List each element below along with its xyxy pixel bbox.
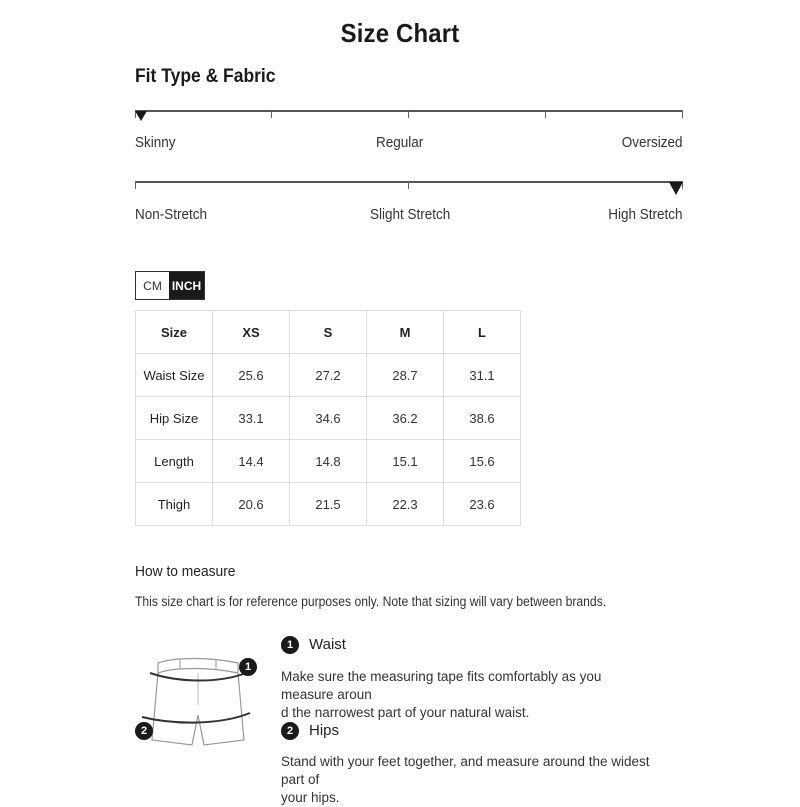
table-cell: 28.7 (367, 354, 444, 397)
waist-marker-icon: 1 (239, 658, 257, 676)
stretch-scale-tick (135, 181, 136, 189)
step-2-badge-icon: 2 (281, 722, 299, 740)
table-cell: 15.1 (367, 440, 444, 483)
table-header-cell: M (367, 311, 444, 354)
step-2-desc-line: your hips. (281, 790, 340, 805)
fit-label-skinny: Skinny (135, 134, 176, 151)
page-title: Size Chart (340, 18, 460, 48)
fit-scale-tick (271, 110, 272, 118)
table-header-cell: S (290, 311, 367, 354)
row-label-cell: Hip Size (136, 397, 213, 440)
step-1-description (281, 668, 651, 722)
stretch-selected-marker-icon (669, 182, 683, 195)
fit-type-scale (135, 108, 683, 120)
stretch-scale (135, 179, 683, 191)
row-label-cell: Waist Size (136, 354, 213, 397)
fit-label-oversized: Oversized (622, 134, 683, 151)
fit-scale-tick (682, 110, 683, 118)
table-cell: 21.5 (290, 483, 367, 526)
stretch-scale-line (135, 181, 683, 183)
table-cell: 38.6 (444, 397, 521, 440)
step-2-desc-line: Stand with your feet together, and measure around the widest part of (281, 754, 650, 787)
fit-scale-tick (408, 110, 409, 118)
table-cell: 25.6 (213, 354, 290, 397)
table-row (136, 440, 521, 483)
table-row (136, 483, 521, 526)
table-cell: 15.6 (444, 440, 521, 483)
table-row (136, 354, 521, 397)
fit-section-title: Fit Type & Fabric (135, 66, 276, 87)
table-cell: 14.4 (213, 440, 290, 483)
step-2-description (281, 753, 651, 807)
table-header-row (136, 311, 521, 354)
table-cell: 20.6 (213, 483, 290, 526)
step-2-title: Hips (309, 722, 340, 739)
step-1-title: Waist (309, 636, 346, 653)
table-cell: 34.6 (290, 397, 367, 440)
hip-marker-icon: 2 (135, 722, 153, 740)
stretch-label-slight-stretch: Slight Stretch (370, 206, 451, 223)
unit-toggle (135, 271, 205, 300)
fit-label-regular: Regular (376, 134, 424, 151)
table-header-cell: L (444, 311, 521, 354)
shorts-illustration (130, 645, 260, 765)
stretch-scale-tick (408, 181, 409, 189)
step-1-desc-line: Make sure the measuring tape fits comfortably as you measure aroun (281, 669, 602, 702)
how-to-measure-title: How to measure (135, 563, 236, 580)
unit-cm-button[interactable]: CM (136, 272, 169, 299)
table-header-cell: XS (213, 311, 290, 354)
table-row (136, 397, 521, 440)
table-cell: 27.2 (290, 354, 367, 397)
table-cell: 23.6 (444, 483, 521, 526)
unit-inch-button[interactable]: INCH (169, 272, 204, 299)
table-cell: 33.1 (213, 397, 290, 440)
size-table (135, 310, 521, 526)
stretch-label-high-stretch: High Stretch (608, 206, 683, 223)
step-1-desc-line: d the narrowest part of your natural waist. (281, 705, 530, 720)
fit-scale-tick (545, 110, 546, 118)
table-header-cell: Size (136, 311, 213, 354)
row-label-cell: Length (136, 440, 213, 483)
how-to-measure-note: This size chart is for reference purposes only. Note that sizing will vary between brands. (135, 594, 607, 609)
fit-scale-line (135, 110, 683, 112)
table-cell: 22.3 (367, 483, 444, 526)
table-cell: 36.2 (367, 397, 444, 440)
step-1-badge-icon: 1 (281, 636, 299, 654)
table-cell: 31.1 (444, 354, 521, 397)
stretch-label-non-stretch: Non-Stretch (135, 206, 208, 223)
table-cell: 14.8 (290, 440, 367, 483)
row-label-cell: Thigh (136, 483, 213, 526)
fit-selected-marker-icon (135, 111, 147, 121)
